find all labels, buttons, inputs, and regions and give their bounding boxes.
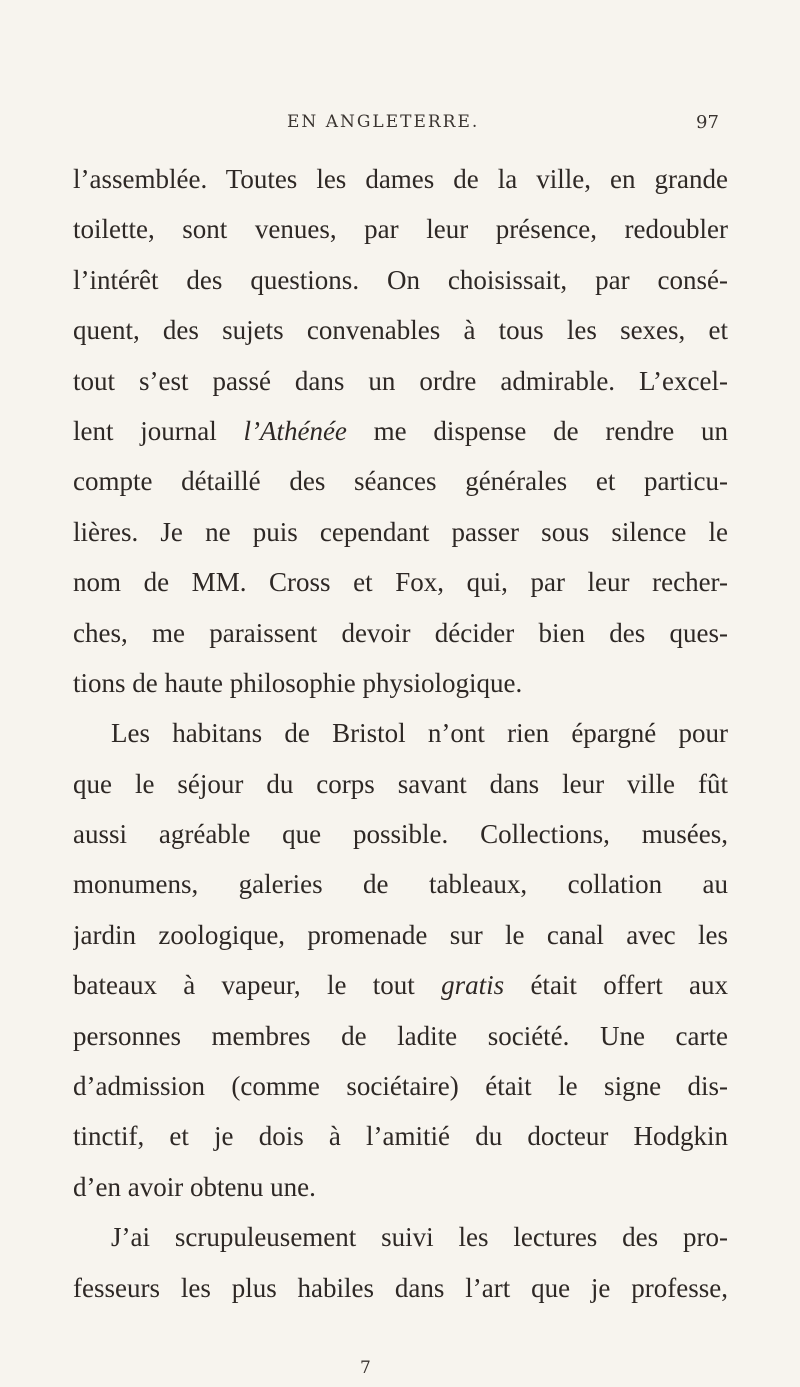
running-title: EN ANGLETERRE. (287, 112, 480, 132)
text-line: toilette, sont venues, par leur présence, redoubler (73, 214, 728, 245)
text-line: l’assemblée. Toutes les dames de la ville, en grande (73, 164, 728, 194)
journal-title: l’Athénée (243, 415, 347, 446)
text-line: tinctif, et je dois à l’amitié du docteur Hodgkin (73, 1121, 728, 1152)
text-segment: bateaux à vapeur, le tout (73, 970, 415, 1001)
text-line: d’en avoir obtenu une. (73, 1171, 316, 1202)
text-line: lières. Je ne puis cependant passer sous silence le (73, 516, 728, 547)
text-line: aussi agréable que possible. Collections, musées, (73, 819, 728, 850)
text-line: J’ai scrupuleusement suivi les lectures des pro- (111, 1222, 728, 1253)
text-line (73, 960, 728, 1010)
text-line: compte détaillé des séances générales et particu- (73, 466, 728, 497)
text-line: d’admission (comme sociétaire) était le signe dis- (73, 1071, 728, 1102)
text-line: nom de MM. Cross et Fox, qui, par leur recher- (73, 567, 728, 598)
text-segment: était offert aux (530, 970, 728, 1001)
signature-mark: 7 (360, 1358, 371, 1378)
text-line: l’intérêt des questions. On choisissait, par consé- (73, 264, 728, 295)
text-line: personnes membres de ladite société. Une carte (73, 1020, 728, 1051)
text-line: tout s’est passé dans un ordre admirable. L’excel- (73, 365, 728, 396)
text-line: monumens, galeries de tableaux, collation au (73, 869, 728, 900)
text-line: fesseurs les plus habiles dans l’art que je professe, (73, 1272, 728, 1303)
body-text (73, 154, 728, 1313)
text-line: quent, des sujets convenables à tous les sexes, et (73, 315, 728, 346)
text-segment: me dispense de rendre un (373, 415, 728, 446)
text-line: tions de haute philosophie physiologique. (73, 667, 523, 698)
text-line: Les habitans de Bristol n’ont rien épargné pour (111, 718, 728, 749)
text-segment: lent journal (73, 415, 217, 446)
text-line: jardin zoologique, promenade sur le canal avec les (73, 919, 728, 950)
text-line (73, 406, 728, 456)
italic-term: gratis (441, 970, 505, 1001)
running-head (0, 112, 800, 142)
text-line: que le séjour du corps savant dans leur ville fût (73, 768, 728, 799)
text-line: ches, me paraissent devoir décider bien des ques- (73, 617, 728, 648)
page-number: 97 (696, 112, 719, 133)
